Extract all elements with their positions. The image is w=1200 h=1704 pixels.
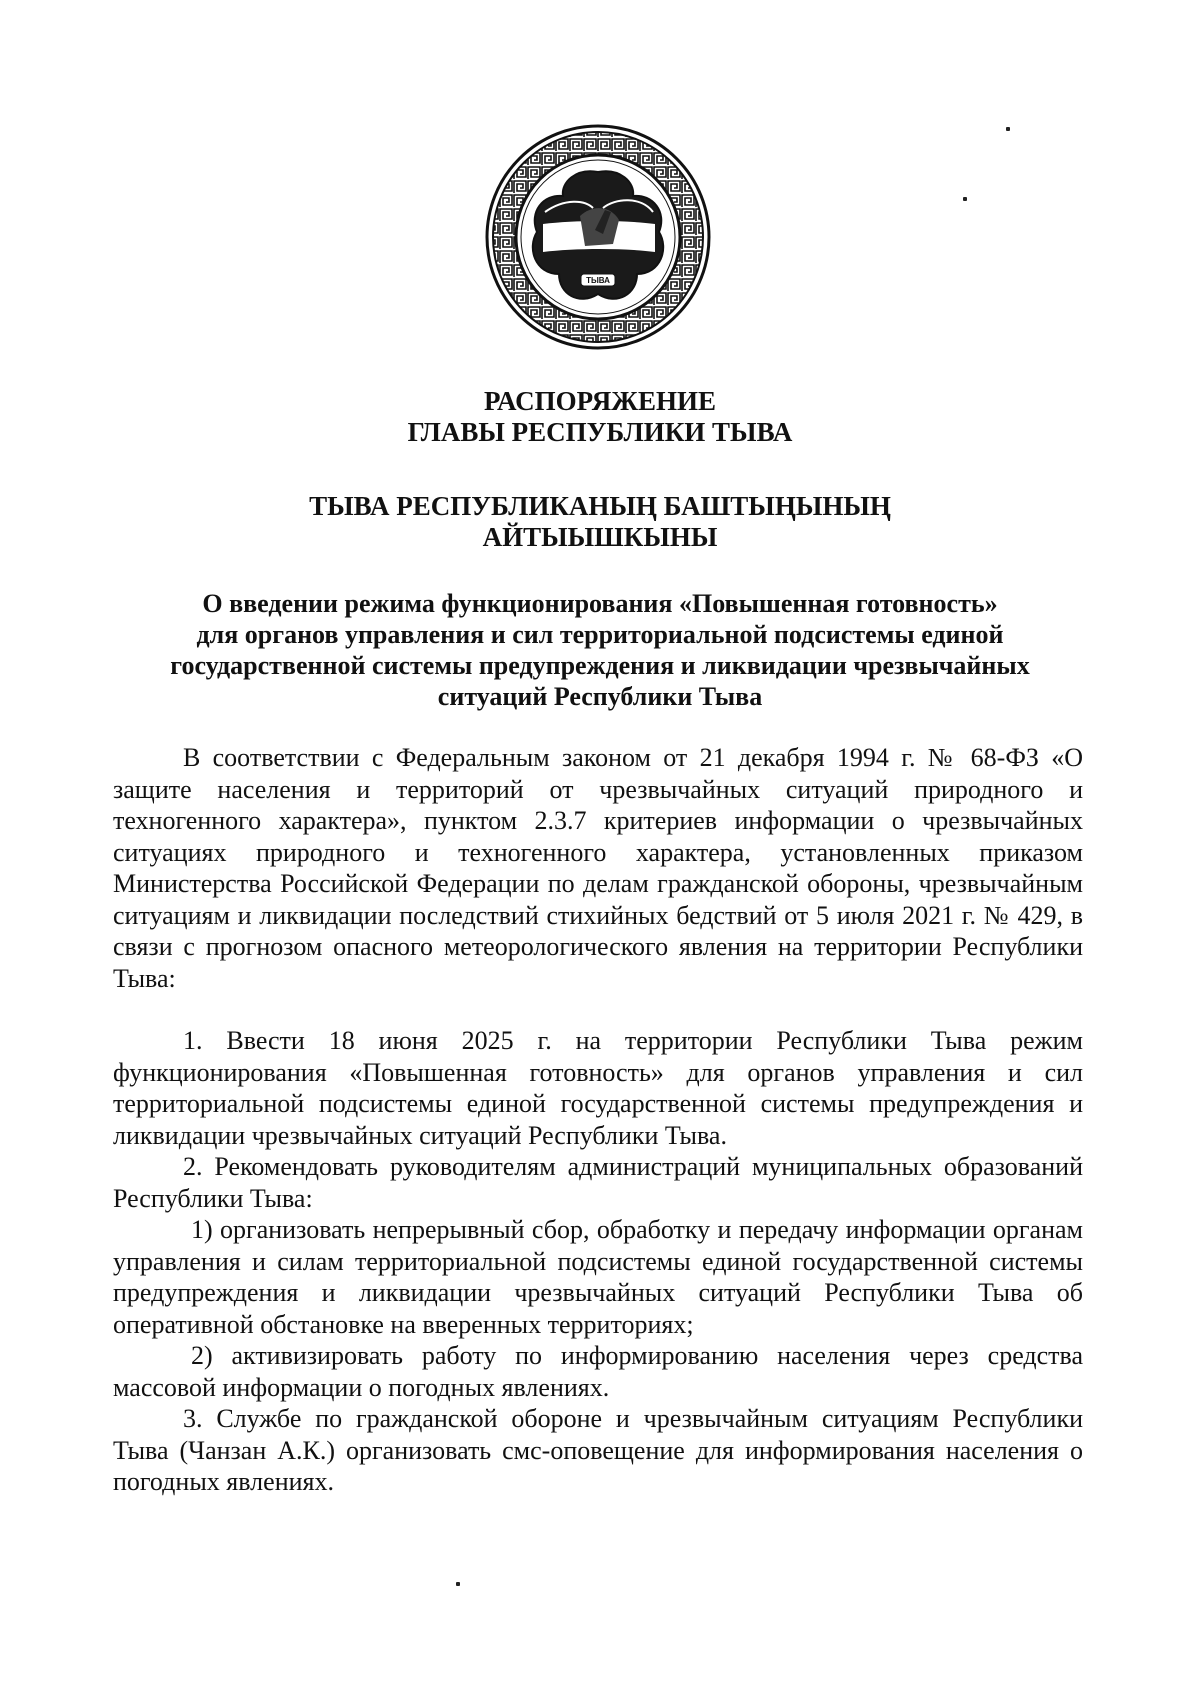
document-header [0,386,1200,553]
header-line-1: РАСПОРЯЖЕНИЕ [483,386,717,416]
republic-emblem [485,124,711,350]
item-2-sub-2: 2) активизировать работу по информированию населения через средства массовой информации о погодных явлениях. [113,1341,1083,1402]
header-tuvan-line-1: ТЫВА РЕСПУБЛИКАНЫҢ БАШТЫҢЫНЫҢ [309,491,891,521]
title-line-3: государственной системы предупреждения и ликвидации чрезвычайных [170,651,1030,680]
scan-speck [1006,127,1010,131]
title-line-1: О введении режима функционирования «Повышенная готовность» [202,589,998,618]
preamble-paragraph: В соответствии с Федеральным законом от 21 декабря 1994 г. № 68-ФЗ «О защите населения и территорий от чрезвычайных ситуаций природного и техногенного характера», пунктом 2.3.7 критериев информации о чрезвычайных ситуациях природного и техногенного характера, установленных приказом Министерства Российской Федерации по делам гражданской обороны, чрезвычайным ситуациям и ликвидации последствий стихийных бедствий от 5 июля 2021 г. № 429, в связи с прогнозом опасного метеорологического явления на территории Республики Тыва: [113,743,1083,993]
document-body [113,742,1083,1498]
title-line-4: ситуаций Республики Тыва [437,682,763,711]
emblem-label: ТЫВА [586,276,610,285]
scan-speck [963,197,967,201]
title-line-2: для органов управления и сил территориальной подсистемы единой [196,620,1004,649]
header-line-2: ГЛАВЫ РЕСПУБЛИКИ ТЫВА [407,417,793,447]
item-2: 2. Рекомендовать руководителям администраций муниципальных образований Республики Тыва: [113,1152,1083,1213]
scan-speck [456,1582,460,1586]
item-3: 3. Службе по гражданской обороне и чрезвычайным ситуациям Республики Тыва (Чанзан А.К.) организовать смс-оповещение для информирования населения о погодных явлениях. [113,1404,1083,1496]
item-1: 1. Ввести 18 июня 2025 г. на территории Республики Тыва режим функционирования «Повышенная готовность» для органов управления и сил территориальной подсистемы единой государственной системы предупреждения и ликвидации чрезвычайных ситуаций Республики Тыва. [113,1026,1083,1150]
item-2-sub-1: 1) организовать непрерывный сбор, обработку и передачу информации органам управления и силам территориальной подсистемы единой государственной системы предупреждения и ликвидации чрезвычайных ситуаций Республики Тыва об оперативной обстановке на вверенных территориях; [113,1215,1083,1339]
header-tuvan-line-2: АЙТЫЫШКЫНЫ [482,522,718,552]
document-title [130,588,1070,712]
